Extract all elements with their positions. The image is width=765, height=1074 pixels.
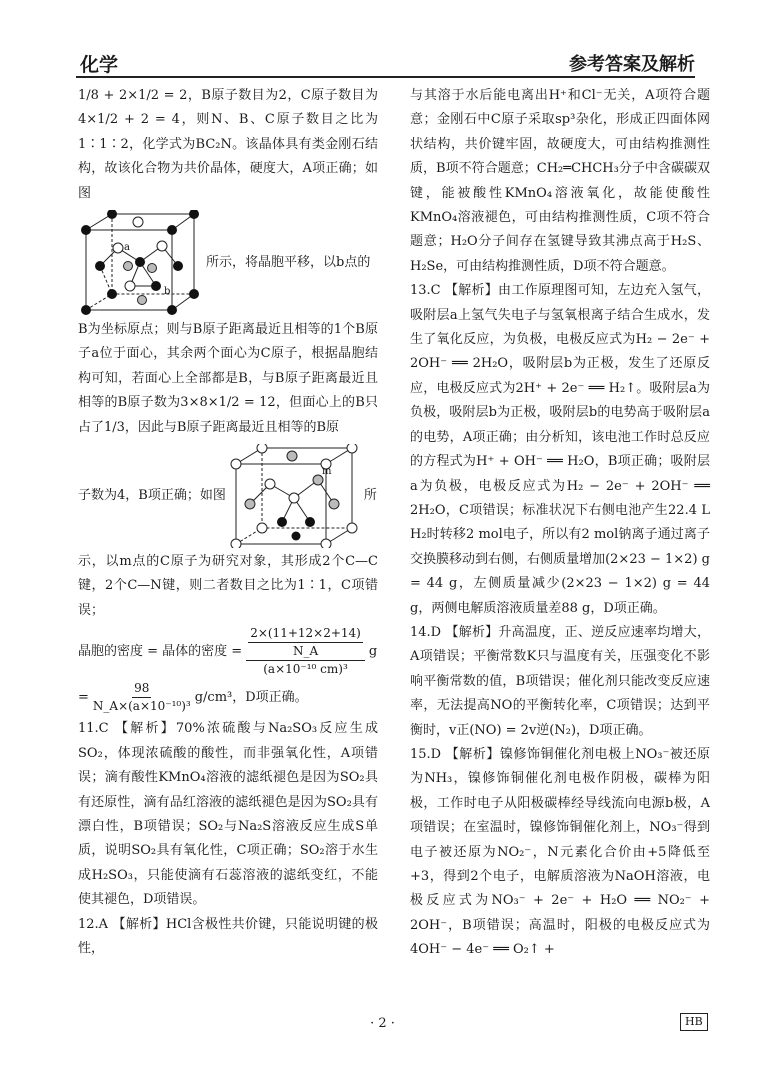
density-denominator-2: N_A×(a×10⁻¹⁰)³ [92,699,191,714]
subject-title: 化学 [80,54,119,76]
density-formula-1 [78,625,378,678]
left-column [78,84,378,961]
density-fraction-2 [93,680,191,715]
density-inner-denominator: N_A [292,644,319,659]
density-numerator-2: 98 [132,680,151,698]
figure-1-label-a: a [124,242,130,254]
figure-1-label-b: b [164,286,171,298]
left-paragraph-2: B为坐标原点；则与B原子距离最近且相等的1个B原子a位于面心，其余两个面心为C原子，根据晶胞结构可知，若面心上全部都是B，与B原子距离最近且相等的B原子数为3×8×1/2 = 12，但面心上的B只占了1/3，因此与B原子距离最近且相等的B原 [78,322,378,435]
question-14-answer: 14.D 【解析】升高温度，正、逆反应速率均增大，A项错误；平衡常数K只与温度有关，压强变化不影响平衡常数的值，B项错误；催化剂只能改变反应速率，无法提高NO的平衡转化率，C项错误；达到平衡时，v正(NO) = 2v逆(N₂)，D项正确。 [410,624,710,738]
figure-2-trailing-text: 所 [363,487,377,503]
density-tail: g/cm³，D项正确。 [194,689,308,705]
density-formula-2 [78,680,378,715]
left-paragraph-3: 示，以m点的C原子为研究对象，其形成2个C—C键，2个C—N键，则二者数目之比为1∶1，C项错误； [78,554,378,618]
header-rule [76,76,695,78]
density-numerator [246,625,365,661]
question-13-answer: 13.C 【解析】由工作原理图可知，左边充入氢气，吸附层a上氢气失电子与氢氧根离子结合生成水，发生了氧化反应，为负极，电极反应式为H₂ − 2e⁻ + 2OH⁻ ══ 2H₂O，吸附层b为正极，发生了还原反应，电极反应式为2H⁺ + 2e⁻ ══ H₂↑。吸附层a为负极，吸附层b为正极，吸附层b的电势高于吸附层a的电势，A项正确；由分析知，该电池工作时总反应的方程式为H⁺ + OH⁻ ══ H₂O，B项正确；吸附层a为负极，电极反应式为H₂ − 2e⁻ + 2OH⁻ ══ 2H₂O，C项错误；标准状况下右侧电池产生22.4 L H₂时转移2 mol电子，所以有2 mol钠离子通过离子交换膜移动到右侧，右侧质量增加(2×23 − 1×2) g = 44 g，左侧质量减少(2×23 − 1×2) g = 44 g，两侧电解质溶液质量差88 g，D项正确。 [410,283,710,616]
question-12-answer-continued: 与其溶于水后能电离出H⁺和Cl⁻无关，A项符合题意；金刚石中C原子采取sp³杂化，形成正四面体网状结构，共价键牢固，故硬度大，可由结构推测性质，B项不符合题意；CH₂═CHCH₃分子中含碳碳双键，能被酸性KMnO₄溶液氧化，故能使酸性KMnO₄溶液褪色，可由结构推测性质，C项不符合题意；H₂O分子间存在氢键导致其沸点高于H₂S、H₂Se，可由结构推测性质，D项不符合题意。 [410,88,710,274]
figure-1-trailing-text: 所示，将晶胞平移，以b点的 [206,254,371,270]
left-paragraph-1: 1/8 + 2×1/2 = 2，B原子数目为2，C原子数目为4×1/2 + 2 = 4，则N、B、C原子数目之比为1∶1∶2，化学式为BC₂N。该晶体具有类金刚石结构，故该化合物为共价晶体，硬度大，A项正确；如图 [78,88,378,201]
density-denominator: (a×10⁻¹⁰ cm)³ [263,662,348,677]
crystal-cell-figure-2 [230,444,360,548]
density-unit: g [368,643,378,659]
edition-badge: HB [680,1013,708,1031]
density-inner-fraction [248,625,363,660]
density-equals: = [78,689,89,705]
right-column [410,84,710,963]
density-lhs: 晶胞的密度 = 晶体的密度 = [78,643,243,659]
page-number: · 2 · [370,1016,395,1031]
question-12-answer-start: 12.A 【解析】HCl含极性共价键，只能说明键的极性， [78,916,378,956]
crystal-cell-figure-1 [78,210,202,316]
header-right-title: 参考答案及解析 [569,54,695,75]
question-11-answer: 11.C 【解析】70%浓硫酸与Na₂SO₃反应生成SO₂，体现浓硫酸的酸性，而非强氧化性，A项错误；滴有酸性KMnO₄溶液的滤纸褪色是因为SO₂具有还原性，滴有品红溶液的滤纸褪色是因为SO₂具有漂白性，B项错误；SO₂与Na₂S溶液反应生成S单质，说明SO₂具有氧化性，C项正确；SO₂溶于水生成H₂SO₃，只能使滴有石蕊溶液的滤纸变红，不能使其褪色，D项错误。 [78,721,378,908]
density-fraction [246,625,365,678]
question-15-answer: 15.D 【解析】镍修饰铜催化剂电极上NO₃⁻被还原为NH₃，镍修饰铜催化剂电极作阴极，碳棒为阳极，工作时电子从阳极碳棒经导线流向电源b极，A项错误；在室温时，镍修饰铜催化剂上，NO₃⁻得到电子被还原为NO₂⁻，N元素化合价由+5降低至+3，得到2个电子，电解质溶液为NaOH溶液，电极反应式为NO₃⁻ + 2e⁻ + H₂O ══ NO₂⁻ + 2OH⁻，B项错误；高温时，阳极的电极反应式为4OH⁻ − 4e⁻ ══ O₂↑ + [410,746,710,958]
page-header [76,38,695,78]
density-inner-numerator: 2×(11+12×2+14) [248,625,363,643]
figure-2-leading-text: 子数为4，B项正确；如图 [78,487,226,503]
figure-2-row [78,444,378,548]
figure-1-row [78,210,378,316]
figure-2-label-m: m [321,466,332,478]
